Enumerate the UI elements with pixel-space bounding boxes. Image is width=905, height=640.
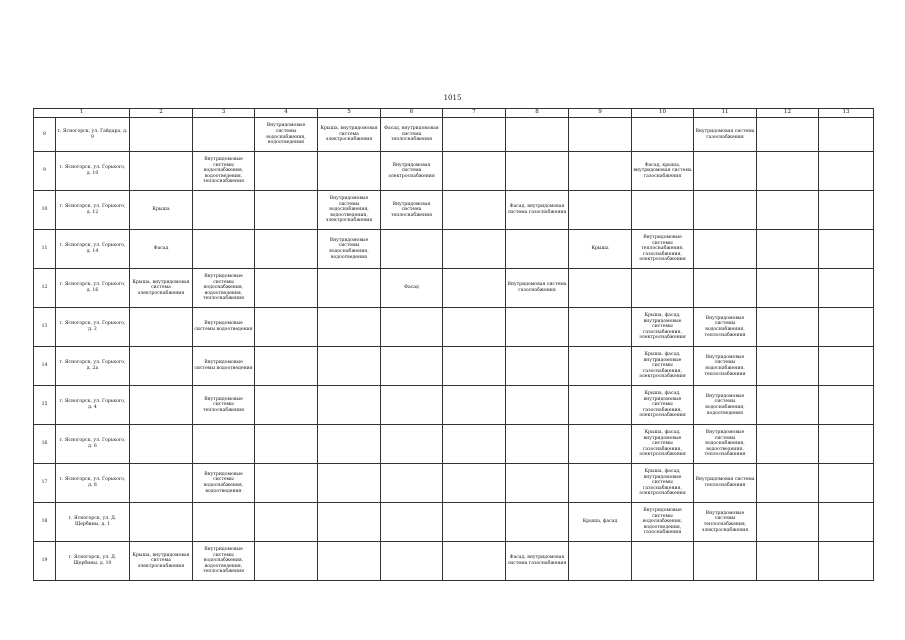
column-header: 5	[318, 109, 381, 118]
work-cell: Внутридомовые системы водоснабжения, водоотведения	[193, 464, 255, 503]
work-cell	[443, 542, 506, 581]
work-cell	[757, 347, 819, 386]
work-cell: Крыша	[130, 191, 193, 230]
work-cell	[443, 464, 506, 503]
work-cell: Крыша, фасад, внутридомовые системы газоснабжения, электроснабжения	[632, 308, 694, 347]
work-cell	[255, 347, 318, 386]
work-cell	[569, 386, 632, 425]
table-row	[34, 152, 874, 191]
work-cell: Внутридомовые системы водоснабжения, теплоснабжения	[694, 308, 757, 347]
work-cell	[318, 503, 381, 542]
work-cell	[443, 152, 506, 191]
work-cell	[130, 152, 193, 191]
work-cell: Крыша, внутридомовая система электроснабжения	[130, 542, 193, 581]
address-cell: г. Ясногорск, ул. Горького, д. 12	[56, 191, 130, 230]
work-cell	[757, 464, 819, 503]
work-cell	[757, 269, 819, 308]
address-cell: г. Ясногорск, ул. Горького, д. 6	[56, 425, 130, 464]
row-number-cell: 14	[34, 347, 56, 386]
column-header: 3	[193, 109, 255, 118]
work-cell	[632, 191, 694, 230]
work-cell	[819, 347, 874, 386]
work-cell	[757, 542, 819, 581]
work-cell	[381, 464, 443, 503]
work-cell	[193, 191, 255, 230]
work-cell: Внутридомовые системы водоснабжения, водоотведения	[255, 118, 318, 152]
work-cell	[443, 503, 506, 542]
work-cell	[757, 425, 819, 464]
work-cell	[506, 464, 569, 503]
work-cell	[193, 118, 255, 152]
work-cell	[819, 230, 874, 269]
work-cell	[757, 118, 819, 152]
work-cell	[318, 386, 381, 425]
work-cell	[819, 118, 874, 152]
work-cell	[569, 191, 632, 230]
row-number-cell: 10	[34, 191, 56, 230]
table-body	[34, 118, 874, 581]
work-cell: Внутридомовые системы водоснабжения, водоотведения, электроснабжения	[318, 191, 381, 230]
address-cell: г. Ясногорск, ул. Горького, д. 8	[56, 464, 130, 503]
table-row	[34, 425, 874, 464]
work-cell: Крыша	[569, 230, 632, 269]
row-number-cell: 18	[34, 503, 56, 542]
work-cell: Внутридомовые системы водоснабжения, водоотведения, теплоснабжения	[193, 269, 255, 308]
address-cell: г. Ясногорск, ул. Горького, д. 16	[56, 269, 130, 308]
work-cell	[819, 308, 874, 347]
column-header: 13	[819, 109, 874, 118]
column-header: 9	[569, 109, 632, 118]
work-cell	[569, 542, 632, 581]
work-cell	[443, 118, 506, 152]
address-cell: г. Ясногорск, ул. Д. Щербины, д. 1	[56, 503, 130, 542]
table-row	[34, 118, 874, 152]
table-row	[34, 464, 874, 503]
work-cell: Крыша, фасад, внутридомовые системы газоснабжения, электроснабжения	[632, 464, 694, 503]
work-cell	[193, 230, 255, 269]
table-row	[34, 230, 874, 269]
work-cell: Внутридомовая система теплоснабжения	[694, 464, 757, 503]
work-cell	[757, 230, 819, 269]
column-header-row	[34, 109, 874, 118]
work-cell	[694, 191, 757, 230]
work-cell	[819, 269, 874, 308]
work-cell	[130, 425, 193, 464]
work-cell: Фасад, внутридомовая система теплоснабжения	[381, 118, 443, 152]
work-cell	[569, 118, 632, 152]
address-cell: г. Ясногорск, ул. Д. Щербины, д. 10	[56, 542, 130, 581]
work-cell	[318, 347, 381, 386]
address-cell: г. Ясногорск, ул. Горького, д. 4	[56, 386, 130, 425]
work-cell	[318, 269, 381, 308]
work-cell	[255, 542, 318, 581]
work-cell	[819, 425, 874, 464]
work-cell: Внутридомовые системы водоотведения	[193, 308, 255, 347]
table-row	[34, 542, 874, 581]
work-cell	[506, 347, 569, 386]
table-row	[34, 386, 874, 425]
work-cell	[632, 542, 694, 581]
work-cell	[569, 269, 632, 308]
work-cell	[130, 503, 193, 542]
work-cell: Внутридомовые системы водоснабжения, водоотведения, теплоснабжения	[193, 542, 255, 581]
work-cell: Внутридомовая система газоснабжения	[694, 118, 757, 152]
work-cell	[381, 386, 443, 425]
row-number-cell: 17	[34, 464, 56, 503]
work-cell	[381, 347, 443, 386]
row-number-cell: 9	[34, 152, 56, 191]
row-number-cell: 15	[34, 386, 56, 425]
row-number-cell: 19	[34, 542, 56, 581]
work-cell: Крыша, фасад, внутридомовые системы газоснабжения, электроснабжения	[632, 347, 694, 386]
row-number-cell: 12	[34, 269, 56, 308]
work-cell: Внутридомовые системы водоснабжения, водоотведения, газоснабжения	[632, 503, 694, 542]
work-cell	[381, 308, 443, 347]
work-cell	[569, 308, 632, 347]
work-cell	[255, 503, 318, 542]
work-cell: Внутридомовая система газоснабжения	[506, 269, 569, 308]
page-number: 1015	[443, 94, 462, 102]
work-cell	[130, 308, 193, 347]
address-cell: г. Ясногорск, ул. Гайдара, д. 9	[56, 118, 130, 152]
address-cell: г. Ясногорск, ул. Горького, д. 2а	[56, 347, 130, 386]
work-cell	[506, 425, 569, 464]
work-cell	[632, 269, 694, 308]
work-cell: Внутридомовые системы теплоснабжения, газоснабжения, электроснабжения	[632, 230, 694, 269]
work-cell: Крыша, фасад	[569, 503, 632, 542]
column-header: 1	[34, 109, 130, 118]
work-cell	[569, 464, 632, 503]
work-cell	[443, 269, 506, 308]
work-cell: Крыша, внутридомовая система электроснабжения	[318, 118, 381, 152]
work-cell	[255, 230, 318, 269]
work-cell: Внутридомовые системы теплоснабжения, электроснабжения	[694, 503, 757, 542]
work-cell	[318, 308, 381, 347]
row-number-cell: 8	[34, 118, 56, 152]
work-cell: Внутридомовые системы водоснабжения, водоотведения	[694, 386, 757, 425]
work-cell	[569, 152, 632, 191]
column-header: 10	[632, 109, 694, 118]
work-cell	[255, 386, 318, 425]
address-cell: г. Ясногорск, ул. Горького, д. 10	[56, 152, 130, 191]
work-cell	[255, 425, 318, 464]
work-cell	[506, 308, 569, 347]
work-cell: Фасад, крыша, внутридомовая система газоснабжения	[632, 152, 694, 191]
table-row	[34, 503, 874, 542]
work-cell	[694, 269, 757, 308]
work-cell	[443, 386, 506, 425]
work-cell	[193, 503, 255, 542]
work-cell	[130, 464, 193, 503]
work-cell: Внутридомовые системы водоснабжения, водоотведения, теплоснабжения	[694, 425, 757, 464]
repair-schedule-table	[33, 108, 874, 581]
work-cell	[569, 347, 632, 386]
column-header: 2	[130, 109, 193, 118]
work-cell	[694, 152, 757, 191]
work-cell	[506, 152, 569, 191]
table-row	[34, 347, 874, 386]
work-cell: Фасад	[381, 269, 443, 308]
work-cell	[819, 542, 874, 581]
work-cell	[255, 152, 318, 191]
work-cell	[443, 347, 506, 386]
work-cell	[694, 230, 757, 269]
column-header: 7	[443, 109, 506, 118]
work-cell	[632, 118, 694, 152]
work-cell	[381, 542, 443, 581]
column-header: 6	[381, 109, 443, 118]
work-cell	[255, 269, 318, 308]
work-cell	[443, 230, 506, 269]
work-cell: Фасад	[130, 230, 193, 269]
work-cell	[443, 425, 506, 464]
work-cell	[130, 347, 193, 386]
row-number-cell: 16	[34, 425, 56, 464]
work-cell	[819, 191, 874, 230]
address-cell: г. Ясногорск, ул. Горького, д. 2	[56, 308, 130, 347]
work-cell	[381, 230, 443, 269]
row-number-cell: 13	[34, 308, 56, 347]
work-cell	[443, 308, 506, 347]
column-header: 4	[255, 109, 318, 118]
work-cell	[819, 386, 874, 425]
work-cell: Фасад, внутридомовая система газоснабжения	[506, 191, 569, 230]
work-cell	[506, 230, 569, 269]
column-header: 11	[694, 109, 757, 118]
work-cell	[757, 503, 819, 542]
work-cell: Внутридомовые системы теплоснабжения	[193, 386, 255, 425]
work-cell	[443, 191, 506, 230]
work-cell: Крыша, фасад, внутридомовые системы газоснабжения, электроснабжения	[632, 425, 694, 464]
work-cell	[757, 152, 819, 191]
column-header: 12	[757, 109, 819, 118]
work-cell	[255, 464, 318, 503]
work-cell	[255, 191, 318, 230]
work-cell	[819, 152, 874, 191]
work-cell	[506, 118, 569, 152]
work-cell: Крыша, фасад, внутридомовые системы газоснабжения, электроснабжения	[632, 386, 694, 425]
work-cell	[193, 425, 255, 464]
work-cell: Крыша, внутридомовая система электроснабжения	[130, 269, 193, 308]
work-cell	[506, 386, 569, 425]
work-cell: Внутридомовые системы водоснабжения, водоотведения, теплоснабжения	[193, 152, 255, 191]
work-cell	[255, 308, 318, 347]
work-cell	[569, 425, 632, 464]
work-cell	[318, 152, 381, 191]
work-cell	[381, 425, 443, 464]
work-cell	[130, 118, 193, 152]
table-row	[34, 308, 874, 347]
work-cell	[757, 191, 819, 230]
work-cell	[381, 503, 443, 542]
work-cell: Внутридомовые системы водоотведения	[193, 347, 255, 386]
work-cell: Внутридомовая система теплоснабжения	[381, 191, 443, 230]
work-cell: Внутридомовые системы водоснабжения, теплоснабжения	[694, 347, 757, 386]
work-cell	[757, 308, 819, 347]
table-row	[34, 269, 874, 308]
work-cell: Внутридомовая система электроснабжения	[381, 152, 443, 191]
work-cell: Внутридомовые системы водоснабжения, водоотведения	[318, 230, 381, 269]
work-cell	[506, 503, 569, 542]
address-cell: г. Ясногорск, ул. Горького, д. 14	[56, 230, 130, 269]
work-cell	[318, 464, 381, 503]
work-cell	[694, 542, 757, 581]
work-cell	[819, 464, 874, 503]
work-cell: Фасад, внутридомовая система газоснабжения	[506, 542, 569, 581]
work-cell	[757, 386, 819, 425]
column-header: 8	[506, 109, 569, 118]
work-cell	[130, 386, 193, 425]
work-cell	[819, 503, 874, 542]
table-row	[34, 191, 874, 230]
work-cell	[318, 425, 381, 464]
work-cell	[318, 542, 381, 581]
row-number-cell: 11	[34, 230, 56, 269]
